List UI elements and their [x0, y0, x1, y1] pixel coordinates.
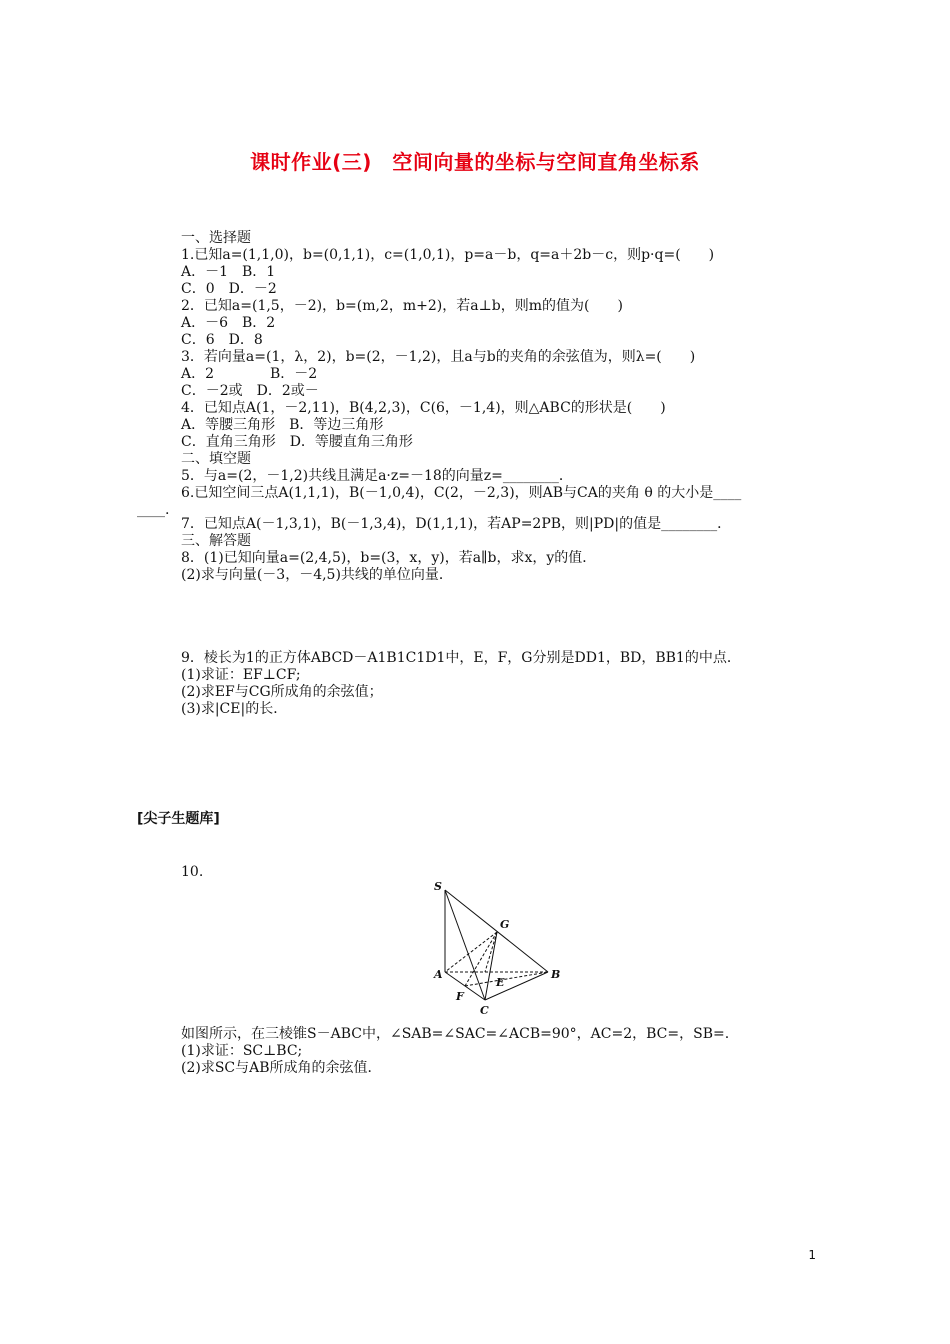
label-C: C [480, 1004, 489, 1017]
question-10-part-2: (2)求SC与AB所成角的余弦值． [181, 1060, 382, 1076]
question-10-part-1: (1)求证：SC⊥BC; [181, 1043, 303, 1059]
question-5: 5．与a=(2，－1,2)共线且满足a·z=－18的向量z=________． [181, 468, 573, 484]
question-2-options-cd: C．6 D．8 [181, 332, 263, 348]
section-fill-heading: 二、填空题 [181, 451, 251, 467]
label-S: S [434, 880, 442, 893]
question-3-options-cd: C．－2或 D．2或－ [181, 383, 319, 399]
edge-CB [485, 972, 548, 1000]
question-9-part-1: (1)求证：EF⊥CF; [181, 667, 301, 683]
page-number: 1 [808, 1248, 816, 1262]
question-bank-heading: [尖子生题库] [137, 811, 220, 827]
question-4: 4．已知点A(1，－2,11)，B(4,2,3)，C(6，－1,4)，则△ABC的形状是( ) [181, 400, 666, 416]
label-E: E [496, 976, 505, 989]
question-4-options-ab: A．等腰三角形 B．等边三角形 [181, 417, 384, 433]
question-7: 7．已知点A(－1,3,1)，B(－1,3,4)，D(1,1,1)，若AP=2PB，则|PD|的值是________． [181, 516, 732, 532]
question-2: 2．已知a=(1,5，－2)，b=(m,2，m+2)，若a⊥b，则m的值为( ) [181, 298, 623, 314]
section-answer-heading: 三、解答题 [181, 533, 251, 549]
label-G: G [500, 918, 510, 931]
question-10-text: 如图所示，在三棱锥S－ABC中，∠SAB=∠SAC=∠ACB=90°，AC=2，BC=，SB=. [181, 1026, 730, 1042]
question-1-options-cd: C．0 D．－2 [181, 281, 277, 297]
label-F: F [456, 990, 464, 1003]
question-6-continuation: ____. [137, 502, 170, 518]
question-9: 9．棱长为1的正方体ABCD－A1B1C1D1中，E，F，G分别是DD1，BD，BB1的中点． [181, 650, 741, 666]
question-1-options-ab: A．－1 B．1 [181, 264, 276, 280]
question-6: 6.已知空间三点A(1,1,1)，B(－1,0,4)，C(2，－2,3)，则AB与CA的夹角 θ 的大小是____ [181, 485, 742, 501]
label-A: A [434, 968, 443, 981]
label-B: B [551, 968, 561, 981]
question-9-part-3: (3)求|CE|的长． [181, 701, 288, 717]
question-8-part-2: (2)求与向量(－3，－4,5)共线的单位向量． [181, 567, 453, 583]
question-8: 8．(1)已知向量a=(2,4,5)，b=(3，x，y)，若a∥b，求x，y的值． [181, 550, 597, 566]
question-10-number: 10. [181, 864, 204, 880]
question-3: 3．若向量a=(1，λ，2)，b=(2，－1,2)，且a与b的夹角的余弦值为，则λ=( ) [181, 349, 696, 365]
question-4-options-cd: C．直角三角形 D．等腰直角三角形 [181, 434, 413, 450]
question-1: 1.已知a=(1,1,0)，b=(0,1,1)，c=(1,0,1)，p=a－b，q=a＋2b－c，则p·q=( ) [181, 247, 715, 263]
question-3-options-ab: A．2 B．－2 [181, 366, 318, 382]
question-2-options-ab: A．－6 B．2 [181, 315, 276, 331]
segment-GA [445, 932, 497, 972]
question-9-part-2: (2)求EF与CG所成角的余弦值； [181, 684, 383, 700]
pyramid-figure [430, 880, 570, 1020]
section-choice-heading: 一、选择题 [181, 230, 251, 246]
page-title: 课时作业(三) 空间向量的坐标与空间直角坐标系 [250, 150, 700, 174]
